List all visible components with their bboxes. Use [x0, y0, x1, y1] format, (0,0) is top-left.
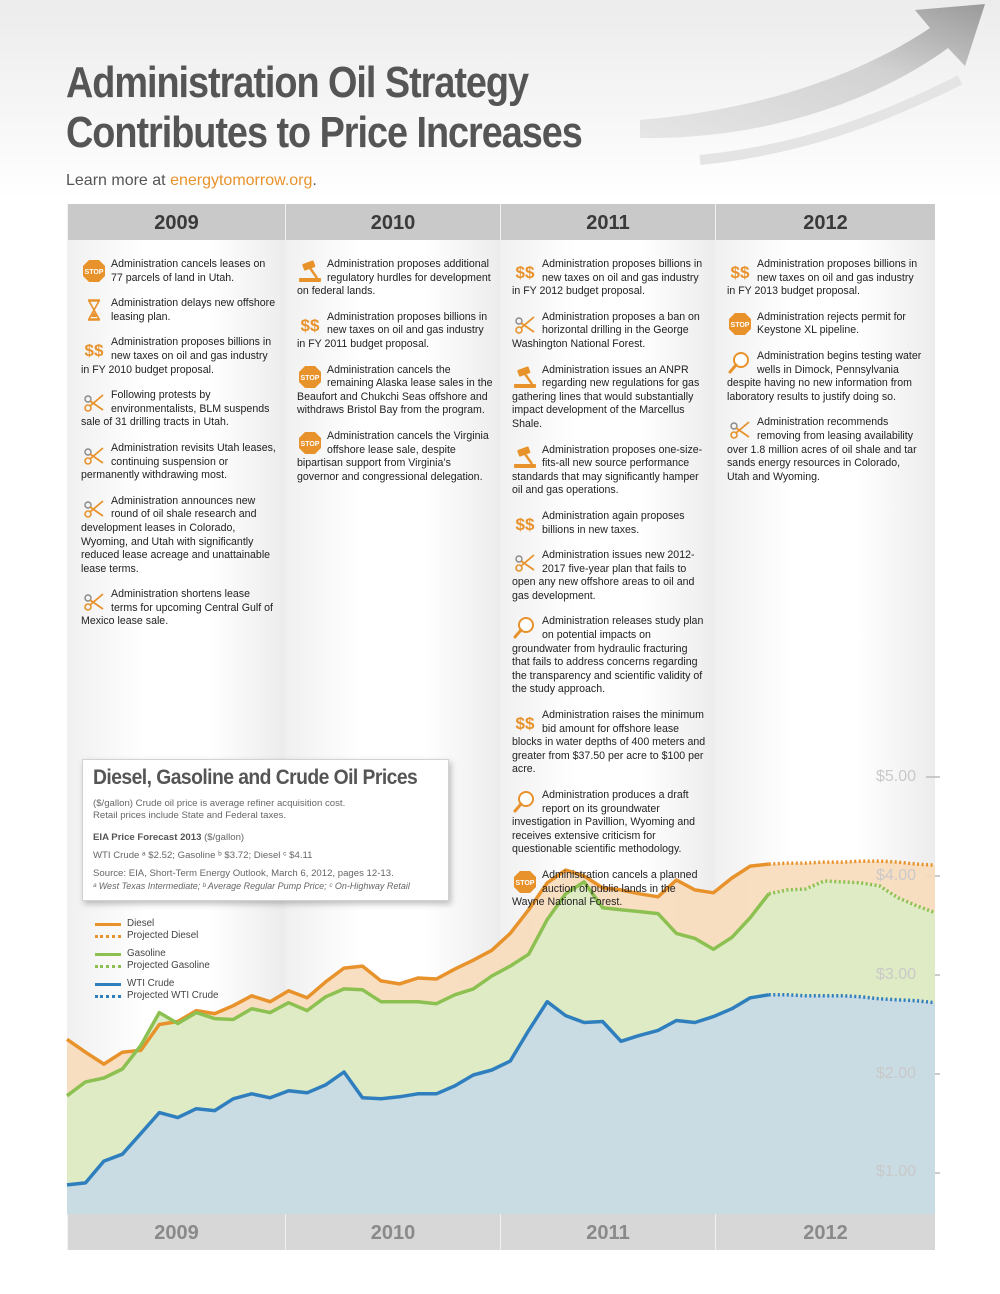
legend-swatch — [95, 953, 121, 956]
title-line-2: Contributes to Price Increases — [66, 108, 582, 157]
stop-sign-icon — [512, 869, 538, 895]
event-text: Administration issues new 2012-2017 five-year plan that fails to open any new offshore areas to oil and gas development. — [512, 549, 695, 602]
year-header-2009: 2009 — [67, 204, 285, 240]
scissors-icon — [512, 549, 538, 575]
event-text: Administration releases study plan on potential impacts on groundwater from hydraulic fracturing that fails to address concerns regarding the transparency and scientific validity of the study approach. — [512, 615, 704, 696]
event-text: Administration recommends removing from leasing availability over 1.8 million acres of oil shale and tar sands energy resources in Colorado, Utah and Wyoming. — [727, 416, 917, 483]
event-text: Administration proposes billions in new taxes on oil and gas industry in FY 2013 budget proposal. — [727, 258, 918, 298]
magnifier-icon — [512, 615, 538, 641]
event-item-2009-4 — [81, 389, 277, 430]
event-text: Administration proposes one-size-fits-all new source performance standards that may significantly hamper oil and gas operations. — [512, 443, 703, 497]
event-text: Administration cancels the Virginia offshore lease sale, despite bipartisan support from Virginia’s governor and congressional delegation. — [297, 429, 489, 483]
legend-key-projected-wti-crude — [95, 990, 218, 1002]
chart-legend-box — [82, 759, 449, 901]
chart-title: Diesel, Gasoline and Crude Oil Prices — [93, 766, 418, 789]
events-2010 — [297, 258, 493, 496]
event-item-2009-6 — [81, 495, 277, 577]
event-text: Administration proposes billions in new taxes on oil and gas industry in FY 2012 budget proposal. — [512, 258, 703, 298]
legend-swatch — [95, 923, 121, 926]
events-2009 — [81, 258, 277, 641]
y-tick-2: $2.00 — [876, 1065, 917, 1082]
svg-text:STOP: STOP — [84, 269, 104, 276]
events-2012 — [727, 258, 923, 496]
chart-note-1-text: Crude oil price is average refiner acquisition cost. — [133, 798, 346, 809]
event-text: Administration produces a draft report on its groundwater investigation in Pavillion, Wyoming and receives extensive criticism for questionable scientific methodology. — [512, 789, 696, 856]
dollar-signs-icon — [727, 258, 753, 284]
y-tick-3: $3.00 — [876, 966, 917, 983]
event-text: Administration proposes billions in new taxes on oil and gas industry in FY 2011 budget proposal. — [297, 310, 488, 350]
legend-swatch — [95, 965, 121, 968]
event-item-2011-5 — [512, 510, 708, 537]
learn-more-prefix: Learn more at — [66, 172, 171, 189]
event-text: Administration cancels leases on 77 parcels of land in Utah. — [111, 258, 266, 284]
event-item-2010-3 — [297, 364, 493, 418]
event-item-2010-1 — [297, 258, 493, 299]
legend-key-projected-gasoline — [95, 960, 210, 972]
scissors-icon — [512, 311, 538, 337]
event-text: Administration cancels the remaining Alaska lease sales in the Beaufort and Chukchi Seas offshore and withdraws Bristol Bay from the program. — [297, 363, 493, 417]
event-item-2011-2 — [512, 311, 708, 352]
forecast-values: WTI Crude ᵃ $2.52; Gasoline ᵇ $3.72; Diesel ᶜ $4.11 — [93, 850, 313, 861]
legend-label: WTI Crude — [127, 978, 175, 989]
event-item-2012-4 — [727, 416, 923, 484]
svg-text:$$: $$ — [730, 263, 750, 282]
y-tick-1: $1.00 — [876, 1163, 917, 1180]
magnifier-icon — [727, 350, 753, 376]
event-text: Administration again proposes billions in new taxes. — [542, 509, 685, 536]
gavel-icon — [512, 444, 538, 470]
dollar-signs-icon — [512, 258, 538, 284]
y-tick-5: $5.00 — [876, 768, 917, 785]
legend-label: Diesel — [127, 918, 155, 929]
legend-swatch — [95, 935, 121, 938]
forecast-unit: ($/gallon) — [201, 832, 245, 843]
event-text: Administration cancels a planned auction of public lands in the Wayne National Forest. — [512, 868, 698, 909]
event-text: Administration shortens lease terms for upcoming Central Gulf of Mexico lease sale. — [81, 588, 273, 628]
chart-source: Source: EIA, Short-Term Energy Outlook, March 6, 2012, pages 12-13. — [93, 868, 394, 879]
event-item-2009-1 — [81, 258, 277, 285]
legend-swatch — [95, 983, 121, 986]
event-item-2011-6 — [512, 549, 708, 603]
event-item-2012-2 — [727, 311, 923, 338]
event-item-2011-7 — [512, 615, 708, 697]
event-item-2009-3 — [81, 336, 277, 377]
legend-key-diesel — [95, 918, 154, 930]
event-item-2011-4 — [512, 444, 708, 498]
event-text: Administration proposes additional regulatory hurdles for development on federal lands. — [297, 258, 491, 298]
event-item-2009-5 — [81, 442, 277, 483]
event-item-2012-3 — [727, 350, 923, 404]
year-footer-2009: 2009 — [67, 1214, 285, 1250]
event-item-2011-8 — [512, 709, 708, 777]
legend-label: Gasoline — [127, 948, 166, 959]
event-text: Administration revisits Utah leases, continuing suspension or permanently withdrawing most. — [81, 441, 276, 482]
year-header-2012: 2012 — [715, 204, 935, 240]
event-item-2011-9 — [512, 789, 708, 857]
dollar-signs-icon — [297, 311, 323, 337]
scissors-icon — [727, 416, 753, 442]
event-item-2012-1 — [727, 258, 923, 299]
year-footer-2011: 2011 — [500, 1214, 715, 1250]
legend-label: Projected WTI Crude — [127, 990, 219, 1001]
events-2011 — [512, 258, 708, 922]
event-item-2010-4 — [297, 430, 493, 484]
chart-footnote: ᵃ West Texas Intermediate; ᵇ Average Regular Pump Price; ᶜ On-Highway Retail — [93, 881, 410, 891]
legend-key-projected-diesel — [95, 930, 198, 942]
event-text: Administration raises the minimum bid amount for offshore lease blocks in water depths of 400 meters and greater from $37.50 per acre to $100 per acre. — [512, 709, 706, 776]
event-item-2011-3 — [512, 364, 708, 432]
stop-sign-icon — [297, 364, 323, 390]
year-header-2010: 2010 — [285, 204, 500, 240]
event-item-2011-1 — [512, 258, 708, 299]
scissors-icon — [81, 588, 107, 614]
scissors-icon — [81, 442, 107, 468]
learn-more-suffix: . — [312, 172, 317, 189]
scissors-icon — [81, 495, 107, 521]
legend-label: Projected Diesel — [127, 930, 199, 941]
legend-key-gasoline — [95, 948, 166, 960]
svg-text:$$: $$ — [300, 315, 320, 335]
event-item-2009-7 — [81, 588, 277, 629]
year-footer-2010: 2010 — [285, 1214, 500, 1250]
event-text: Following protests by environmentalists, BLM suspends sale of 31 drilling tracts in Utah. — [81, 389, 270, 429]
svg-text:$$: $$ — [515, 714, 535, 734]
title-line-1: Administration Oil Strategy — [66, 58, 529, 107]
dollar-signs-icon — [512, 510, 538, 536]
hourglass-icon — [81, 297, 107, 323]
event-item-2011-10 — [512, 869, 708, 910]
event-text: Administration rejects permit for Keystone XL pipeline. — [757, 310, 906, 337]
event-item-2010-2 — [297, 311, 493, 352]
gavel-icon — [297, 258, 323, 284]
dollar-signs-icon — [512, 709, 538, 735]
gavel-icon — [512, 364, 538, 390]
chart-note-2: Retail prices include State and Federal taxes. — [93, 810, 287, 821]
svg-text:$$: $$ — [515, 514, 535, 534]
forecast-title — [93, 832, 244, 843]
stop-sign-icon — [81, 258, 107, 284]
svg-text:STOP: STOP — [730, 321, 750, 329]
magnifier-icon — [512, 789, 538, 815]
dollar-signs-icon — [81, 336, 107, 362]
event-text: Administration proposes a ban on horizontal drilling in the George Washington National Forest. — [512, 310, 700, 350]
legend-key-wti-crude — [95, 978, 174, 990]
forecast-title-bold: EIA Price Forecast 2013 — [93, 832, 202, 843]
scissors-icon — [81, 389, 107, 415]
event-text: Administration delays new offshore leasing plan. — [111, 297, 276, 323]
year-header-2011: 2011 — [500, 204, 715, 240]
learn-more-link[interactable]: energytomorrow.org — [170, 172, 313, 189]
svg-text:$$: $$ — [84, 341, 104, 361]
event-item-2009-2 — [81, 297, 277, 324]
chart-note-unit: ($/gallon) — [93, 798, 133, 809]
svg-text:STOP: STOP — [300, 374, 320, 382]
stop-sign-icon — [297, 430, 323, 456]
legend-label: Projected Gasoline — [127, 960, 210, 971]
event-text: Administration proposes billions in new taxes on oil and gas industry in FY 2010 budget proposal. — [81, 336, 272, 376]
legend-swatch — [95, 995, 121, 998]
event-text: Administration begins testing water wells in Dimock, Pennsylvania despite having no new information from laboratory results to justify doing so. — [727, 349, 922, 403]
y-tick-4: $4.00 — [876, 867, 917, 884]
event-text: Administration announces new round of oil shale research and development leases in Colorado, Wyoming, and Utah with significantly reduced lease acreage and unattainable lease terms. — [81, 494, 271, 575]
chart-note-1 — [93, 798, 345, 809]
year-footer-2012: 2012 — [715, 1214, 935, 1250]
event-text: Administration issues an ANPR regarding new regulations for gas gathering lines that would substantially impact development of the Marcellus Shale. — [512, 363, 700, 430]
svg-text:STOP: STOP — [515, 879, 535, 887]
svg-text:$$: $$ — [515, 263, 535, 282]
stop-sign-icon — [727, 311, 753, 337]
svg-text:STOP: STOP — [300, 440, 320, 448]
